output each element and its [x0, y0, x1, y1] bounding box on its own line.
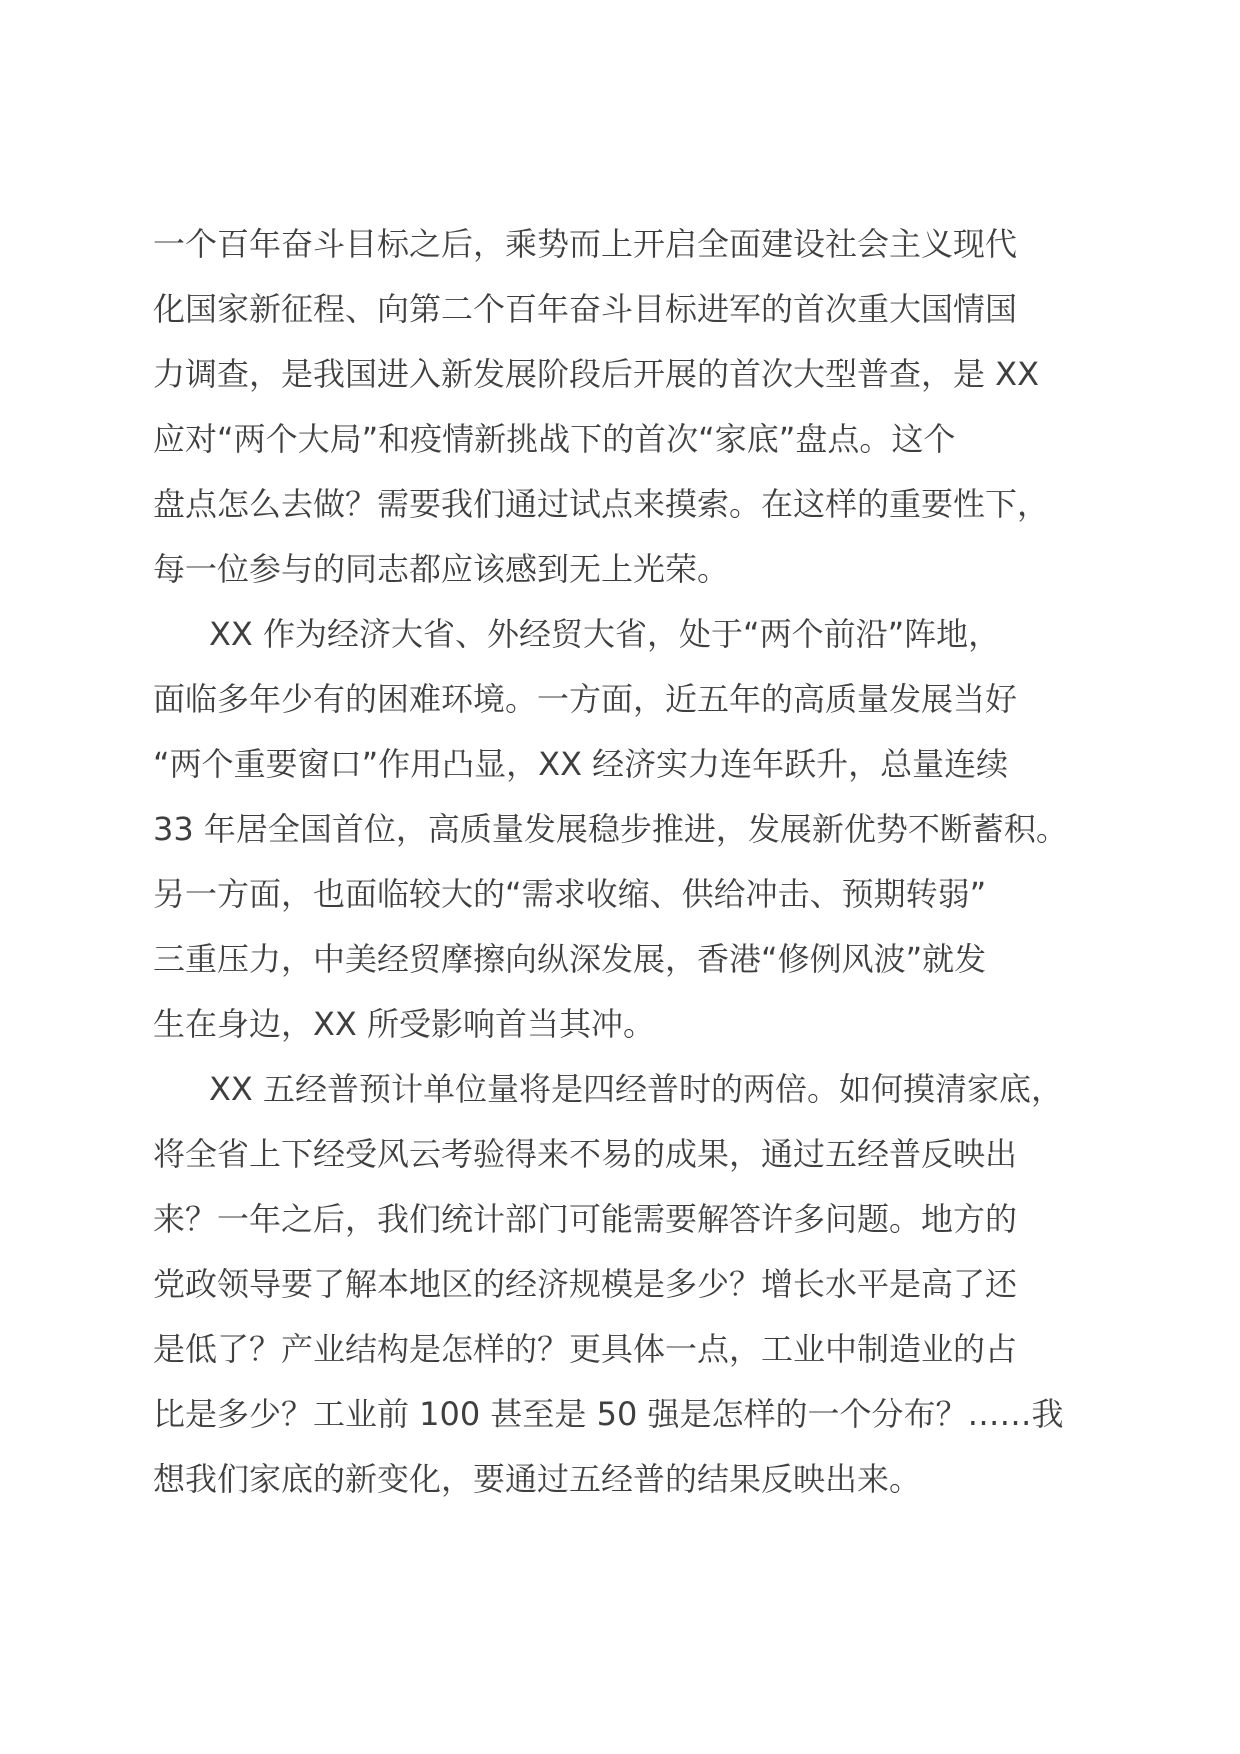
body-text [153, 212, 1093, 1512]
text-line: “两个重要窗口”作用凸显，XX 经济实力连年跃升，总量连续 [153, 745, 1009, 783]
text-line: 另一方面，也面临较大的“需求收缩、供给冲击、预期转弱” [153, 875, 987, 913]
text-line: 面临多年少有的困难环境。一方面，近五年的高质量发展当好 [153, 680, 1018, 718]
text-line: 三重压力，中美经贸摩擦向纵深发展，香港“修例风波”就发 [153, 940, 987, 978]
paragraph-first-line: XX 作为经济大省、外经贸大省，处于“两个前沿”阵地， [209, 615, 1001, 653]
text-line: 盘点怎么去做？需要我们通过试点来摸索。在这样的重要性下， [153, 485, 1050, 523]
text-line: 力调查，是我国进入新发展阶段后开展的首次大型普查，是 XX [153, 355, 1040, 393]
text-line: 将全省上下经受风云考验得来不易的成果，通过五经普反映出 [153, 1135, 1018, 1173]
text-line: 是低了？产业结构是怎样的？更具体一点，工业中制造业的占 [153, 1330, 1018, 1368]
text-line: 比是多少？工业前 100 甚至是 50 强是怎样的一个分布？……我 [153, 1395, 1064, 1433]
text-line: 每一位参与的同志都应该感到无上光荣。 [153, 550, 730, 588]
text-line: 化国家新征程、向第二个百年奋斗目标进军的首次重大国情国 [153, 290, 1018, 328]
text-line: 一个百年奋斗目标之后，乘势而上开启全面建设社会主义现代 [153, 225, 1018, 263]
text-line: 想我们家底的新变化，要通过五经普的结果反映出来。 [153, 1460, 922, 1498]
text-line: 党政领导要了解本地区的经济规模是多少？增长水平是高了还 [153, 1265, 1018, 1303]
paragraph-first-line: XX 五经普预计单位量将是四经普时的两倍。如何摸清家底， [209, 1070, 1064, 1108]
text-line: 来？一年之后，我们统计部门可能需要解答许多问题。地方的 [153, 1200, 1018, 1238]
text-line: 应对“两个大局”和疫情新挑战下的首次“家底”盘点。这个 [153, 420, 956, 458]
text-line: 33 年居全国首位，高质量发展稳步推进，发展新优势不断蓄积。 [153, 810, 1068, 848]
text-line: 生在身边，XX 所受影响首当其冲。 [153, 1005, 656, 1043]
